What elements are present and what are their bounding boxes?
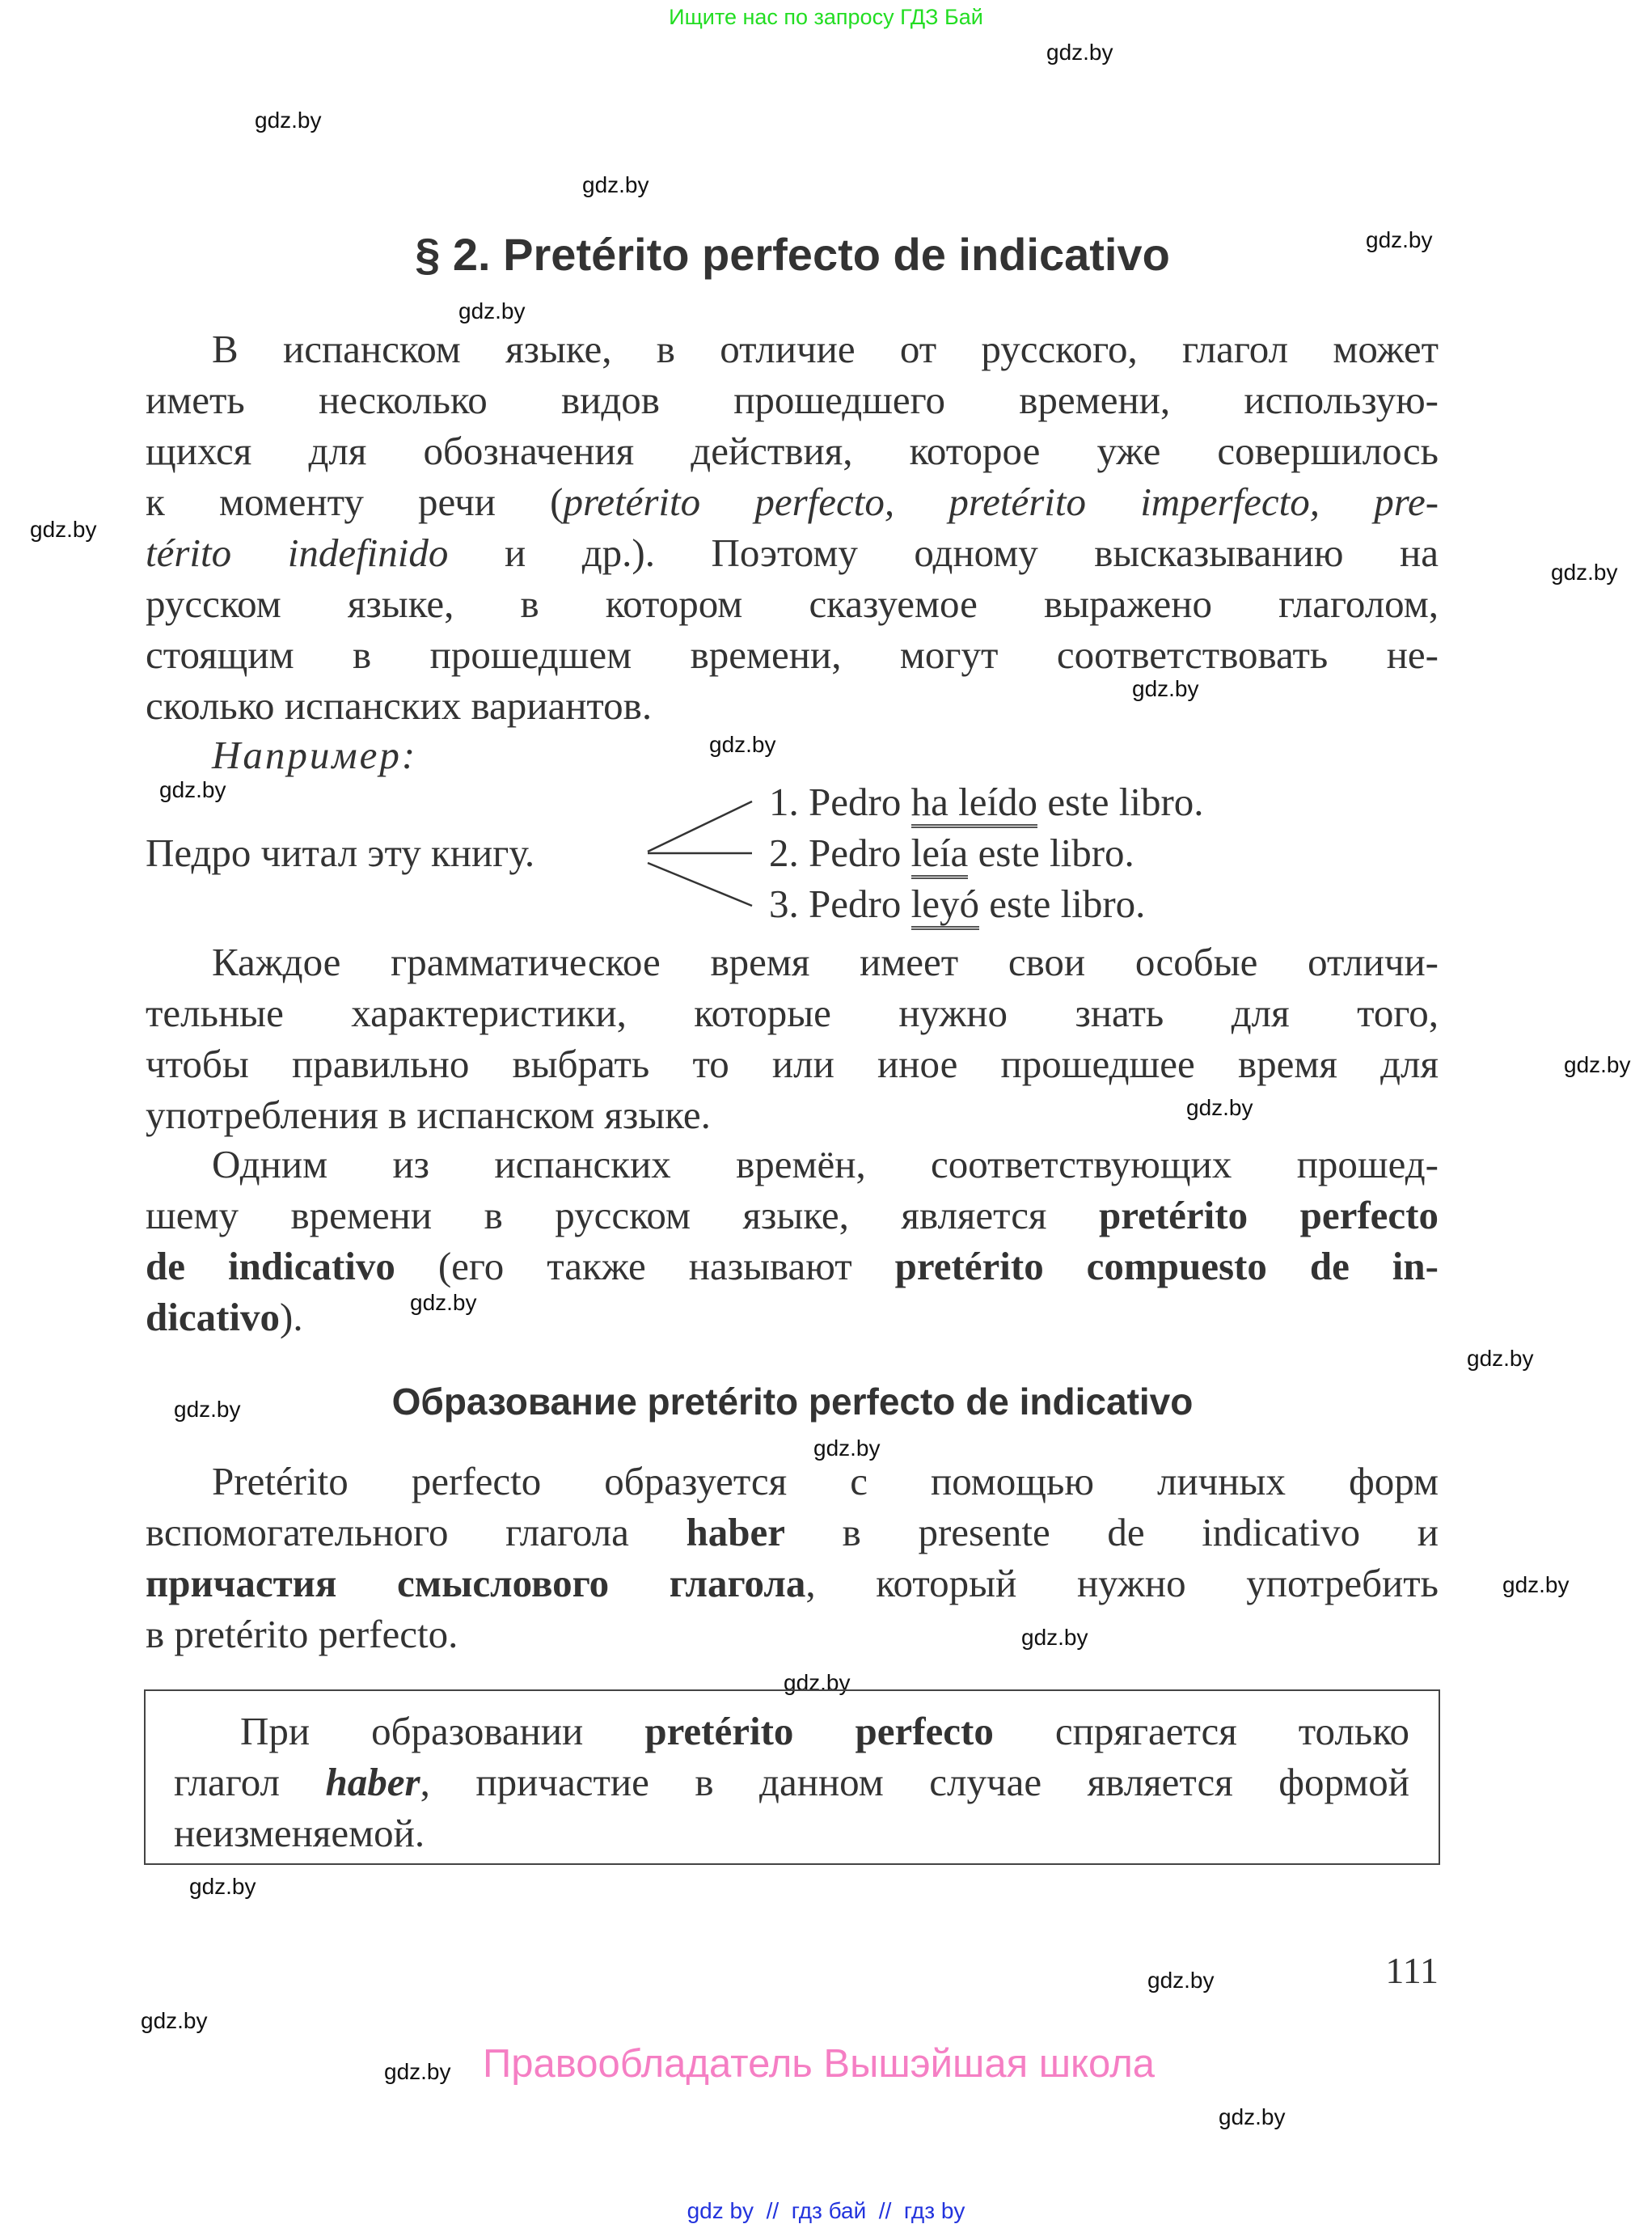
watermark: gdz.by	[1021, 1625, 1088, 1650]
text-line	[146, 476, 1439, 527]
text-line	[146, 1609, 1439, 1660]
watermark: gdz.by	[30, 517, 97, 542]
text-run: шему времени в русском языке, является	[146, 1193, 1099, 1237]
watermark: gdz.by	[141, 2008, 208, 2033]
text-run: Каждое грамматическое время имеет свои особые отличи-	[212, 940, 1439, 984]
text-line	[146, 1190, 1439, 1241]
text-run: 2. Pedro	[769, 831, 911, 875]
example-item-3	[769, 878, 1145, 929]
emphasized-text: dicativo	[146, 1295, 281, 1339]
watermark: gdz.by	[1147, 1968, 1215, 1993]
watermark: gdz.by	[255, 108, 322, 133]
text-run: употребления в испанском языке.	[146, 1093, 711, 1137]
emphasized-text: pretérito perfecto	[1099, 1193, 1439, 1237]
emphasized-text: haber	[686, 1510, 786, 1554]
text-line	[146, 527, 1439, 578]
paragraph-formation	[146, 1456, 1439, 1660]
text-line	[174, 1706, 1409, 1757]
watermark: gdz.by	[1564, 1052, 1631, 1077]
emphasized-text: pretérito perfecto	[644, 1709, 994, 1753]
text-line	[146, 1507, 1439, 1558]
example-branch-lines	[643, 793, 756, 914]
underlined-verb: ha leído	[911, 780, 1037, 828]
watermark: gdz.by	[1551, 560, 1618, 585]
watermark: gdz.by	[1132, 676, 1199, 701]
text-line	[146, 629, 1439, 680]
text-run: в pretérito perfecto.	[146, 1612, 458, 1656]
underlined-verb: leía	[911, 831, 969, 879]
text-run: Pretérito perfecto образуется с помощью личных форм	[212, 1459, 1439, 1503]
emphasized-text: haber	[325, 1760, 420, 1804]
watermark: gdz.by	[1046, 40, 1113, 65]
paragraph-intro	[146, 323, 1439, 731]
text-line	[146, 374, 1439, 425]
search-hint-link[interactable]: Ищите нас по запросу ГДЗ Бай	[669, 5, 983, 29]
example-item-2	[769, 827, 1134, 878]
text-run: неизменяемой.	[174, 1811, 425, 1855]
watermark: gdz.by	[1219, 2104, 1286, 2129]
branch-line-1	[648, 801, 752, 852]
watermark: gdz.by	[784, 1670, 851, 1695]
text-run: 1. Pedro	[769, 780, 911, 824]
text-run: , причастие в данном случае является формой	[420, 1760, 1409, 1804]
text-line	[146, 1089, 1439, 1140]
text-line	[146, 323, 1439, 374]
example-label: Например:	[212, 733, 418, 777]
text-line	[146, 1558, 1439, 1609]
watermark: gdz.by	[159, 777, 226, 802]
text-run: иметь несколько видов прошедшего времени, использую-	[146, 378, 1439, 422]
watermark: gdz.by	[458, 298, 526, 323]
emphasized-text: de indicativo	[146, 1244, 395, 1288]
text-run: ).	[280, 1295, 303, 1339]
text-line	[146, 1038, 1439, 1089]
text-line	[146, 1241, 1439, 1292]
watermark: gdz.by	[1467, 1346, 1534, 1371]
rights-holder-notice: Правообладатель Вышэйшая школа	[483, 2042, 1156, 2086]
text-run: спрягается только	[993, 1709, 1410, 1753]
text-run: щихся для обозначения действия, которое уже совершилось	[146, 429, 1439, 473]
text-run: (его также называют	[395, 1244, 895, 1288]
text-line	[146, 987, 1439, 1038]
text-run: и др.). Поэтому одному высказыванию на	[448, 531, 1439, 575]
text-run: este libro.	[978, 882, 1146, 926]
watermark: gdz.by	[813, 1435, 881, 1461]
text-line	[146, 680, 1439, 731]
example-russian-sentence: Педро читал эту книгу.	[146, 831, 535, 875]
watermark: gdz.by	[1502, 1572, 1570, 1597]
underlined-verb: leyó	[911, 882, 979, 930]
paragraph-definition	[146, 1139, 1439, 1342]
text-run: При образовании	[240, 1709, 645, 1753]
text-line	[174, 1757, 1409, 1808]
text-run: este libro.	[968, 831, 1134, 875]
text-line	[146, 578, 1439, 629]
subheading: Образование pretérito perfecto de indicativo	[391, 1380, 1194, 1423]
text-run: вспомогательного глагола	[146, 1510, 687, 1554]
text-run: 3. Pedro	[769, 882, 911, 926]
watermark: gdz.by	[410, 1290, 477, 1315]
watermark: gdz.by	[174, 1397, 241, 1422]
branch-line-3	[648, 863, 752, 906]
emphasized-text: pretérito perfecto, pretérito imperfecto, pre-	[563, 480, 1439, 524]
watermark: gdz.by	[709, 732, 776, 757]
text-line	[146, 425, 1439, 476]
example-item-1	[769, 776, 1204, 827]
text-run: чтобы правильно выбрать то или иное прошедшее время для	[146, 1042, 1439, 1086]
text-run: este libro.	[1037, 780, 1204, 824]
text-line	[174, 1808, 1409, 1858]
page-number: 111	[1385, 1950, 1439, 1991]
text-run: Одним из испанских времён, соответствующих прошед-	[212, 1142, 1439, 1186]
emphasized-text: причастия смыслового глагола	[146, 1561, 806, 1605]
footer-links[interactable]: gdz by // гдз бай // гдз by	[687, 2198, 965, 2223]
text-line	[146, 1292, 1439, 1342]
text-line	[146, 937, 1439, 987]
text-line	[146, 1456, 1439, 1507]
text-run: тельные характеристики, которые нужно знать для того,	[146, 991, 1439, 1035]
text-run: , который нужно употребить	[805, 1561, 1439, 1605]
section-title: § 2. Pretérito perfecto de indicativo	[415, 229, 1170, 280]
text-run: стоящим в прошедшем времени, могут соответствовать не-	[146, 632, 1439, 677]
text-run: сколько испанских вариантов.	[146, 683, 653, 728]
text-line	[146, 1139, 1439, 1190]
text-run: к моменту речи (	[146, 480, 564, 524]
rule-box-text	[174, 1706, 1409, 1858]
paragraph-characteristics	[146, 937, 1439, 1140]
watermark: gdz.by	[189, 1874, 256, 1899]
watermark: gdz.by	[1186, 1095, 1253, 1120]
text-run: В испанском языке, в отличие от русского, глагол может	[212, 327, 1439, 371]
watermark: gdz.by	[582, 172, 649, 197]
emphasized-text: pretérito compuesto de in-	[894, 1244, 1439, 1288]
text-run: глагол	[174, 1760, 326, 1804]
watermark: gdz.by	[384, 2059, 451, 2084]
text-run: в presente de indicativo и	[785, 1510, 1439, 1554]
watermark: gdz.by	[1366, 227, 1433, 252]
text-run: русском языке, в котором сказуемое выражено глаголом,	[146, 581, 1439, 626]
emphasized-text: térito indefinido	[146, 531, 449, 575]
